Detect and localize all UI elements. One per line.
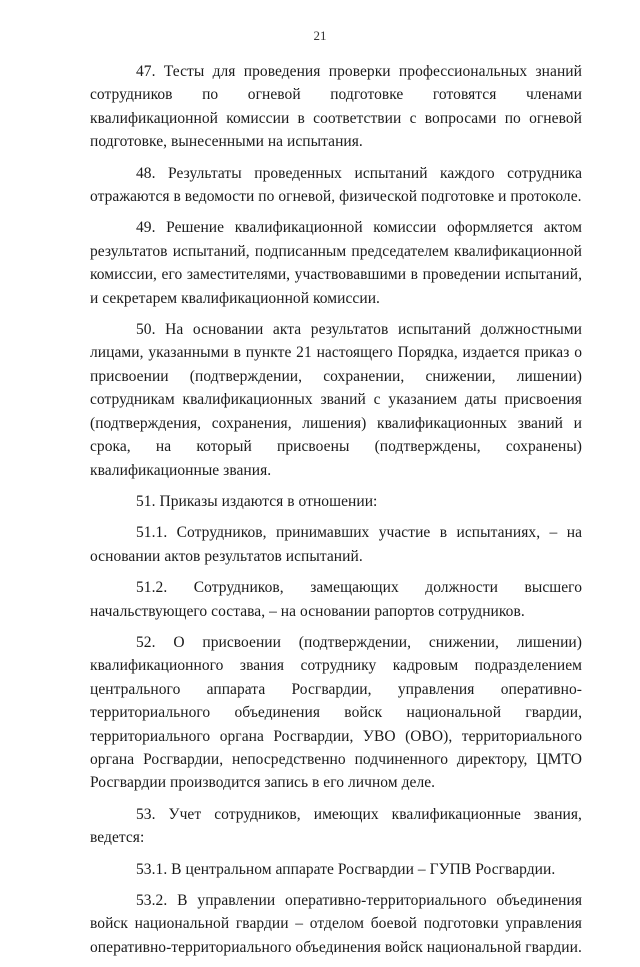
paragraph-47: 47. Тесты для проведения проверки профессиональных знаний сотрудников по огневой подготовке готовятся членами квалификационной комиссии в соответствии с вопросами по огневой подготовке, вынесенными на испытания.	[90, 63, 582, 151]
page-number: 21	[313, 28, 327, 43]
paragraph-53: 53. Учет сотрудников, имеющих квалификационные звания, ведется:	[90, 805, 582, 847]
paragraph-49: 49. Решение квалификационной комиссии оформляется актом результатов испытаний, подписанным председателем квалификационной комиссии, его заместителями, участвовавшими в проведении испытаний, и секретарем квалификационной комиссии.	[90, 219, 582, 307]
paragraph-51-2: 51.2. Сотрудников, замещающих должности высшего начальствующего состава, – на основании рапортов сотрудников.	[90, 579, 582, 620]
paragraph-52: 52. О присвоении (подтверждении, снижении, лишении) квалификационного звания сотруднику кадровым подразделением центрального аппарата Росгвардии, управления оперативно-территориального объединения войск национальной гвардии, территориального органа Росгвардии, УВО (ОВО), территориального органа Росгвардии, непосредственно подчиненного директору, ЦМТО Росгвардии производится запись в его личном деле.	[90, 633, 582, 792]
paragraph-51: 51. Приказы издаются в отношении:	[136, 492, 378, 510]
paragraph-50: 50. На основании акта результатов испытаний должностными лицами, указанными в пункте 21 настоящего Порядка, издается приказ о присвоении (подтверждении, сохранении, снижении, лишении) сотрудникам квалификационных званий с указанием даты присвоения (подтверждения, сохранения, лишения) квалификационных званий и срока, на который присвоены (подтверждены, сохранены) квалификационные звания.	[90, 321, 582, 479]
document-body	[90, 60, 582, 967]
paragraph-48: 48. Результаты проведенных испытаний каждого сотрудника отражаются в ведомости по огневой, физической подготовке и протоколе.	[90, 164, 582, 206]
paragraph-53-1: 53.1. В центральном аппарате Росгвардии – ГУПВ Росгвардии.	[136, 860, 556, 878]
paragraph-53-2: 53.2. В управлении оперативно-территориального объединения войск национальной гвардии – отделом боевой подготовки управления оперативно-территориального объединения войск национальной гвардии.	[90, 892, 582, 956]
paragraph-51-1: 51.1. Сотрудников, принимавших участие в испытаниях, – на основании актов результатов испытаний.	[90, 524, 582, 565]
